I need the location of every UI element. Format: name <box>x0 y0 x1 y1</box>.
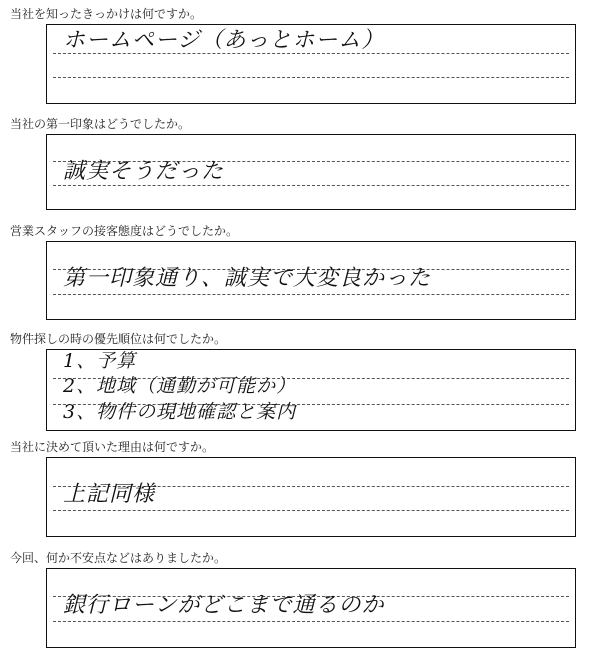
answer-4-line-2: 2、地域（通勤が可能か） <box>63 375 297 397</box>
answer-box-5 <box>46 457 576 537</box>
answer-box-2 <box>46 134 576 210</box>
answer-3-line-1: 第一印象通り、誠実で大変良かった <box>63 266 432 291</box>
question-6-label: 今回、何か不安点などはありましたか。 <box>10 551 227 565</box>
question-5-label: 当社に決めて頂いた理由は何ですか。 <box>10 440 215 454</box>
ruled-line <box>53 621 569 622</box>
question-3-label: 営業スタッフの接客態度はどうでしたか。 <box>10 224 239 238</box>
answer-2-line-1: 誠実そうだった <box>63 159 225 184</box>
answer-box-1 <box>46 24 576 104</box>
answer-box-4 <box>46 349 576 431</box>
ruled-line <box>53 185 569 186</box>
answer-4-line-1: 1、予算 <box>63 350 137 372</box>
answer-4-line-3: 3、物件の現地確認と案内 <box>63 401 297 423</box>
ruled-line <box>53 294 569 295</box>
answer-6-line-1: 銀行ローンがどこまで通るのか <box>63 593 385 618</box>
question-1-label: 当社を知ったきっかけは何ですか。 <box>10 7 203 21</box>
ruled-line <box>53 77 569 78</box>
answer-1-line-1: ホームページ（あっとホーム） <box>63 28 385 53</box>
answer-box-6 <box>46 568 576 648</box>
ruled-line <box>53 510 569 511</box>
question-4-label: 物件探しの時の優先順位は何でしたか。 <box>10 332 227 346</box>
answer-box-3 <box>46 241 576 320</box>
question-2-label: 当社の第一印象はどうでしたか。 <box>10 117 191 131</box>
answer-5-line-1: 上記同様 <box>63 482 156 507</box>
